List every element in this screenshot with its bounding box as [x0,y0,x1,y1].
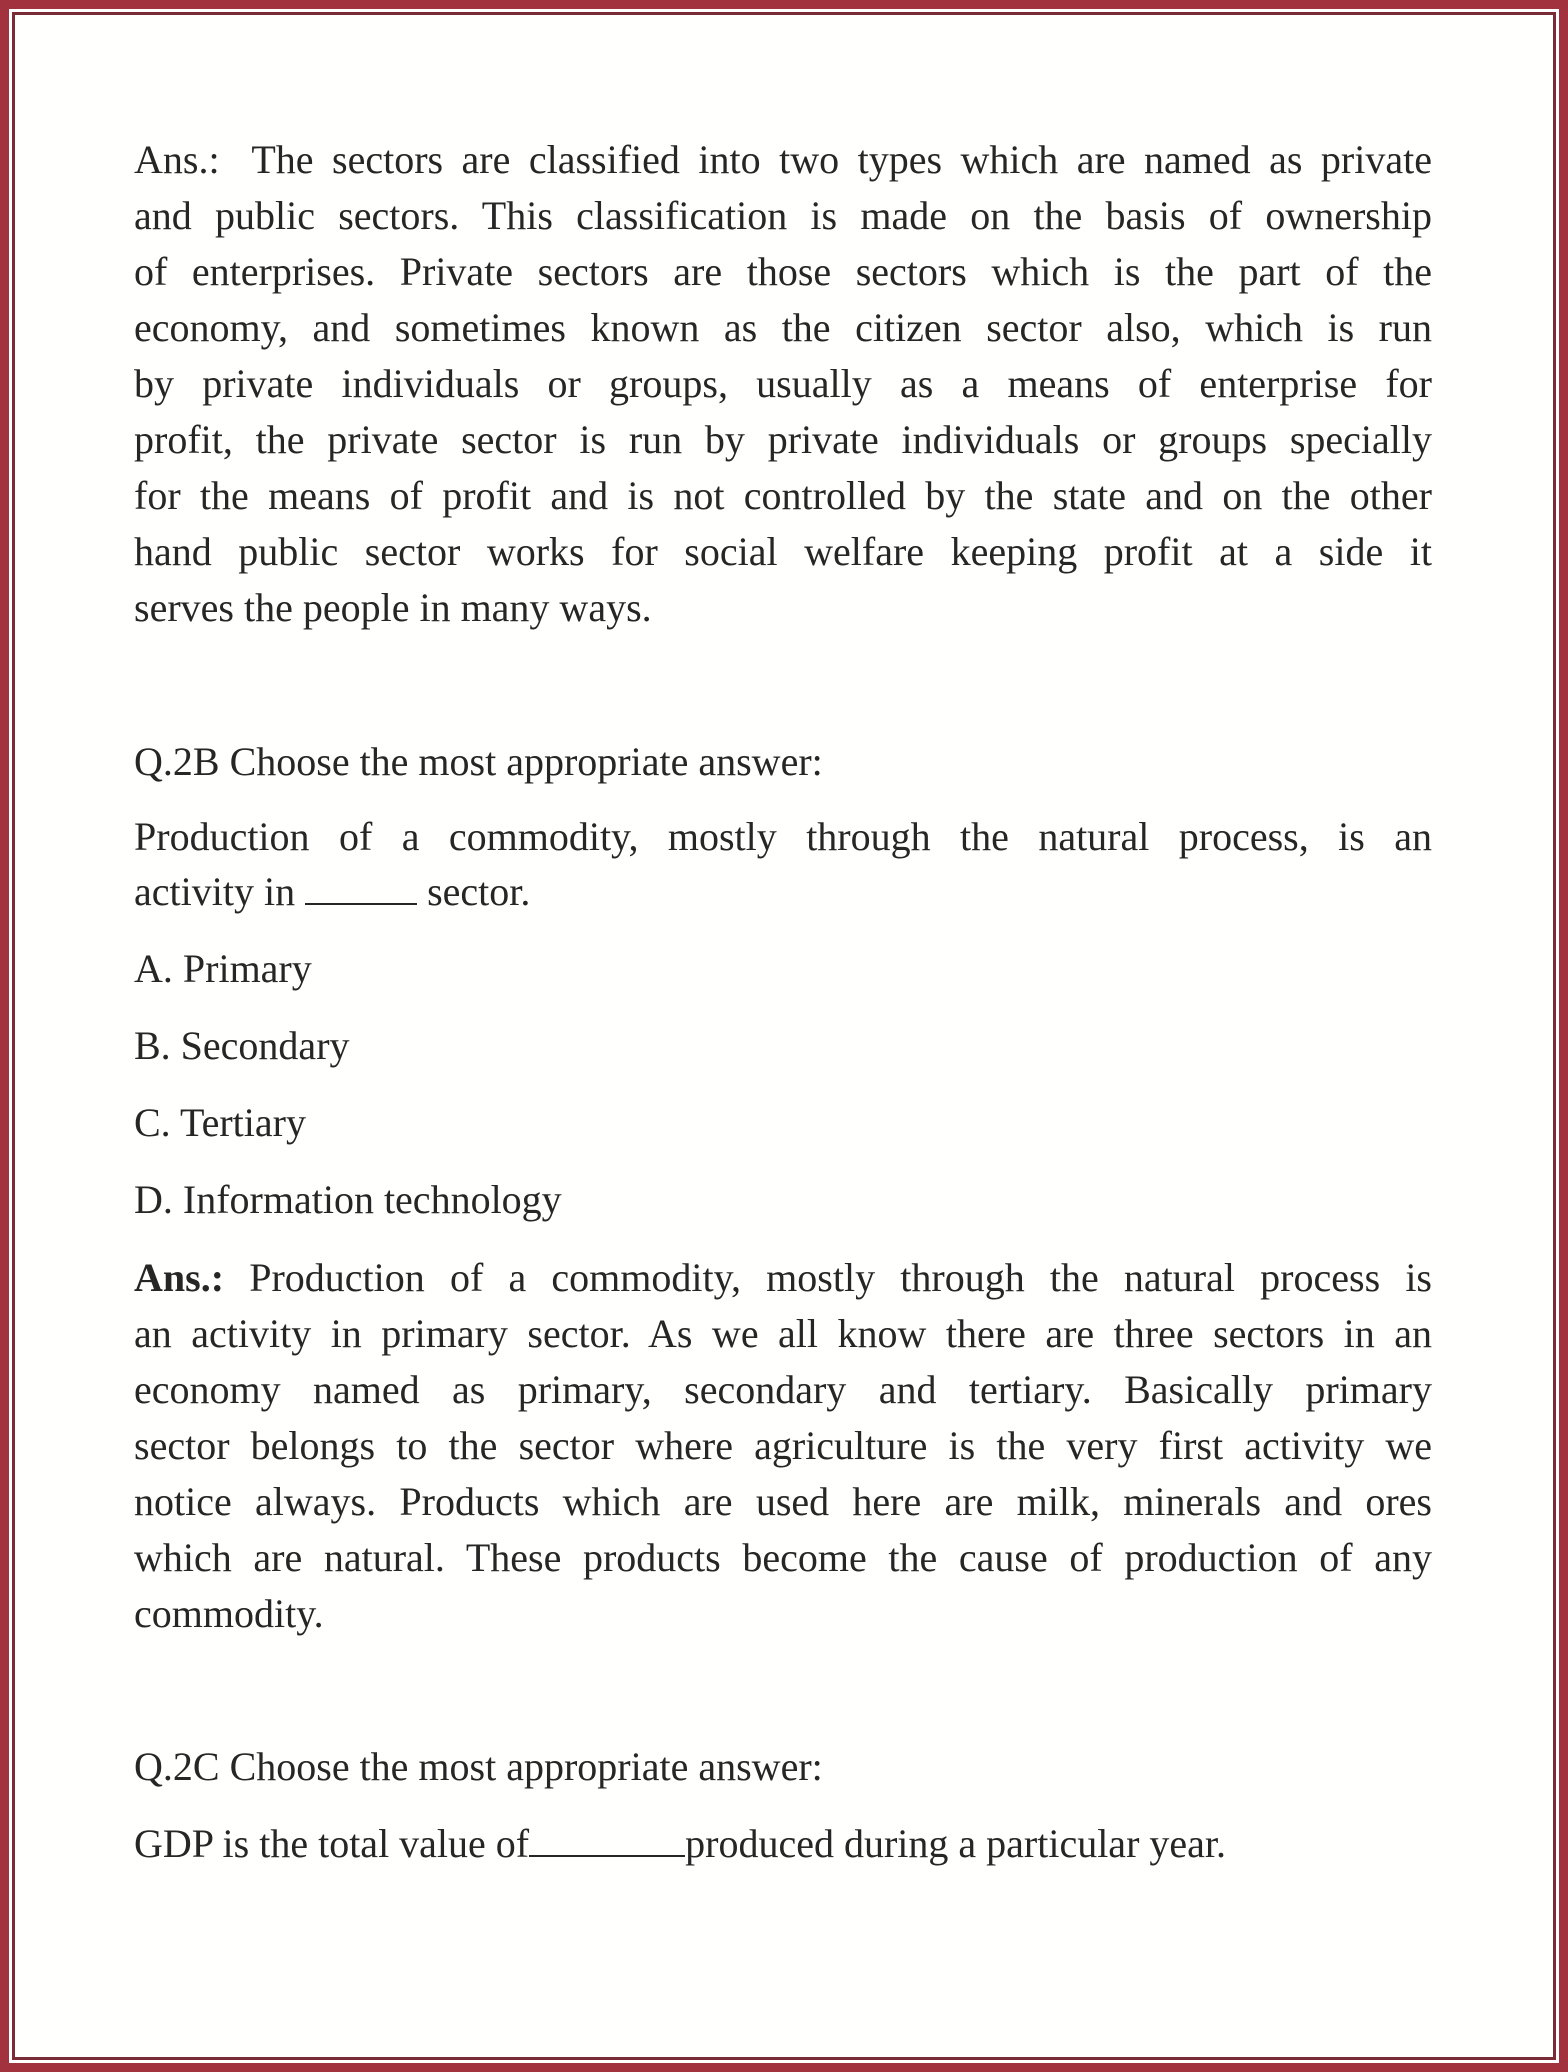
answer-1-line: by private individuals or groups, usually as a means of enterprise for [134,361,1432,406]
answer-2b-line: sector belongs to the sector where agriculture is the very first activity we [134,1423,1432,1468]
option-a: A. Primary [134,946,312,991]
fill-in-blank [529,1821,685,1857]
answer-1-line: profit, the private sector is run by private individuals or groups specially [134,417,1432,462]
answer-1-line: serves the people in many ways. [134,585,652,630]
answer-2b-prefix: Ans.: [134,1255,225,1300]
question-2b-heading: Q.2B Choose the most appropriate answer: [134,739,823,784]
answer-1-line: and public sectors. This classification is made on the basis of ownership [134,193,1432,238]
answer-2b-line: an activity in primary sector. As we all know there are three sectors in an [134,1311,1432,1356]
answer-1-line: hand public sector works for social welfare keeping profit at a side it [134,529,1432,574]
option-b: B. Secondary [134,1023,350,1068]
option-d: D. Information technology [134,1177,562,1222]
answer-1-prefix: Ans.: [134,137,220,182]
answer-1-line: of enterprises. Private sectors are those sectors which is the part of the [134,249,1432,294]
answer-2b-line: economy named as primary, secondary and tertiary. Basically primary [134,1367,1432,1412]
answer-1-line: Ans.: The sectors are classified into two types which are named as private [134,137,1432,182]
answer-1-line: economy, and sometimes known as the citizen sector also, which is run [134,305,1432,350]
question-2c-heading: Q.2C Choose the most appropriate answer: [134,1744,823,1789]
answer-2b-line: notice always. Products which are used here are milk, minerals and ores [134,1479,1432,1524]
fill-in-blank [305,869,417,905]
answer-1-line: for the means of profit and is not controlled by the state and on the other [134,473,1432,518]
question-2c-prompt: GDP is the total value of produced during a particular year. [134,1821,1227,1866]
answer-2b-line: commodity. [134,1591,324,1636]
answer-2b-line: which are natural. These products become the cause of production of any [134,1535,1432,1580]
question-2b-prompt-line-2: activity in sector. [134,869,531,914]
answer-2b-line: Ans.: Production of a commodity, mostly through the natural process is [134,1255,1432,1300]
option-c: C. Tertiary [134,1100,306,1145]
question-2b-prompt-line-1: Production of a commodity, mostly through the natural process, is an [134,814,1432,859]
